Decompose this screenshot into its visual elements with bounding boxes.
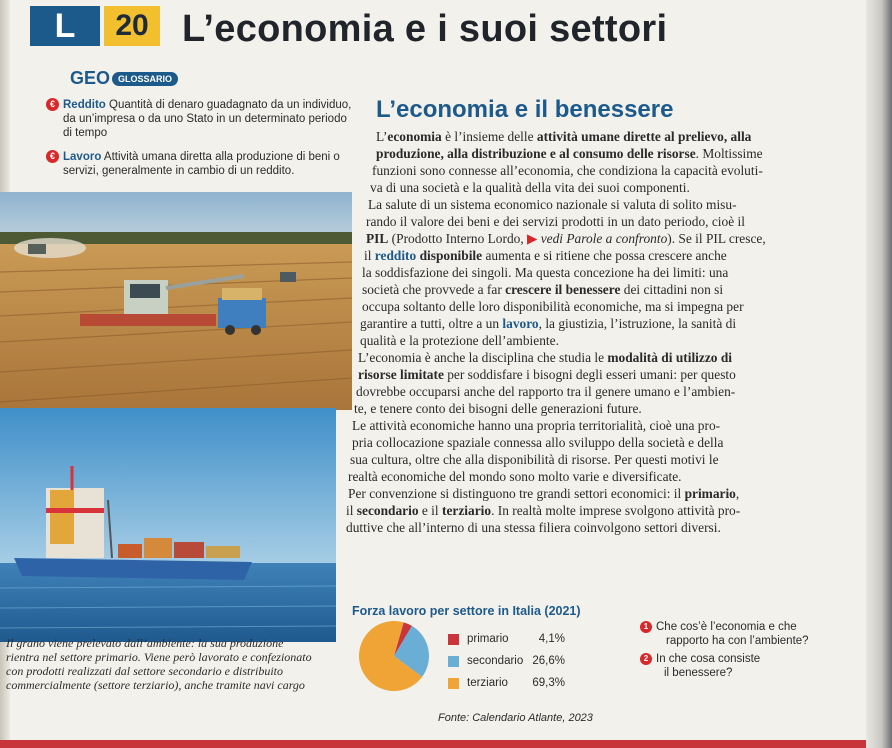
glossary-def-line: da un’impresa o da uno Stato in un determinato periodo bbox=[63, 113, 347, 125]
section-title: L’economia e il benessere bbox=[376, 96, 674, 123]
glossary-def-line: Quantità di denaro guadagnato da un individuo, bbox=[105, 99, 352, 111]
legend-label: primario bbox=[467, 633, 509, 645]
text-line: L’economia è anche la disciplina che studia le modalità di utilizzo di bbox=[358, 350, 732, 365]
question-1: 1 Che cos’è l’economia e che rapporto ha con l’ambiente? bbox=[640, 620, 809, 648]
text-line: il secondario e il terziario. In realtà molte imprese svolgono attività pro- bbox=[346, 503, 741, 518]
text-line: rando il valore dei beni e dei servizi prodotti in un dato periodo, cioè il bbox=[366, 214, 745, 229]
text-line: produzione, alla distribuzione e al consumo delle risorse. Moltissime bbox=[376, 146, 763, 161]
text-line: occupa soltanto delle loro disponibilità economiche, ma si impegna per bbox=[362, 299, 744, 314]
page-title: L’economia e i suoi settori bbox=[182, 8, 668, 50]
text-line: PIL (Prodotto Interno Lordo, ▶ vedi Parole a confronto). Se il PIL cresce, bbox=[366, 231, 766, 246]
text-line: realtà economiche del mondo sono molto varie e diversificate. bbox=[348, 469, 682, 484]
question-2: 2 In che cosa consiste il benessere? bbox=[640, 652, 809, 680]
harvest-photo bbox=[0, 192, 352, 410]
text-line: il reddito disponibile aumenta e si ritiene che possa crescere anche bbox=[364, 248, 727, 263]
legend-value: 4,1% bbox=[538, 633, 565, 645]
text-line: Le attività economiche hanno una propria territorialità, cioè una pro- bbox=[352, 418, 721, 433]
review-questions bbox=[640, 620, 809, 684]
glossary-def-line: Attività umana diretta alla produzione di beni o bbox=[101, 151, 340, 163]
legend-value: 69,3% bbox=[532, 677, 565, 689]
legend-item-terziario bbox=[448, 672, 565, 694]
legend-item-primario bbox=[448, 628, 565, 650]
book-edge bbox=[866, 0, 892, 748]
caption-line: commercialmente (settore terziario), anche tramite navi cargo bbox=[6, 678, 305, 692]
glossary-tag: GLOSSARIO bbox=[112, 72, 178, 86]
unit-letter-badge: L bbox=[30, 6, 100, 46]
text-line: funzioni sono connesse all’economia, che condiziona la capacità evoluti- bbox=[372, 163, 763, 178]
legend-label: terziario bbox=[467, 677, 508, 689]
text-line: dovrebbe occuparsi anche del rapporto tra il genere umano e l’ambien- bbox=[356, 384, 736, 399]
text-line: duttive che all’interno di una stessa filiera coinvolgono settori diversi. bbox=[346, 520, 721, 535]
legend-swatch bbox=[448, 656, 459, 667]
chart-title: Forza lavoro per settore in Italia (2021) bbox=[352, 604, 581, 618]
chart-source: Fonte: Calendario Atlante, 2023 bbox=[438, 712, 593, 724]
footer-bar bbox=[0, 740, 866, 748]
caption-line: Il grano viene prelevato dall’ambiente: la sua produzione bbox=[6, 636, 284, 650]
text-line: pria collocazione spaziale connessa allo sviluppo della società e della bbox=[352, 435, 724, 450]
caption-line: rientra nel settore primario. Viene però lavorato e confezionato bbox=[6, 650, 312, 664]
text-line: va di una società e la qualità della vita dei suoi componenti. bbox=[370, 180, 690, 195]
legend-value: 26,6% bbox=[532, 655, 565, 667]
legend-swatch bbox=[448, 634, 459, 645]
text-line: sua cultura, oltre che alla disponibilità di risorse. Per questi motivi le bbox=[350, 452, 719, 467]
geo-label: GEO bbox=[70, 68, 111, 88]
glossary-entry-reddito bbox=[46, 98, 364, 140]
chart-legend bbox=[448, 628, 565, 694]
text-line: L’economia è l’insieme delle attività umane dirette al prelievo, alla bbox=[376, 129, 752, 144]
caption-line: con prodotti realizzati dal settore secondario e distribuito bbox=[6, 664, 283, 678]
question-number: 2 bbox=[640, 653, 652, 665]
question-number: 1 bbox=[640, 621, 652, 633]
pie-chart bbox=[352, 620, 436, 692]
geo-glossary-label bbox=[70, 68, 178, 89]
arrow-right-icon: ▶ bbox=[527, 231, 541, 246]
text-line: risorse limitate per soddisfare i bisogni degli esseri umani: per questo bbox=[358, 367, 736, 382]
unit-number-badge: 20 bbox=[104, 6, 160, 46]
euro-icon: € bbox=[46, 98, 59, 111]
text-line: Per convenzione si distinguono tre grandi settori economici: il primario, bbox=[348, 486, 740, 501]
glossary-entry-lavoro bbox=[46, 150, 364, 178]
glossary-def-line: di tempo bbox=[63, 127, 108, 139]
photo-caption bbox=[6, 636, 350, 692]
text-line: qualità e la protezione dell’ambiente. bbox=[360, 333, 559, 348]
text-line: società che provvede a far crescere il benessere dei cittadini non si bbox=[362, 282, 724, 297]
glossary-term: Reddito bbox=[63, 99, 106, 111]
euro-icon: € bbox=[46, 150, 59, 163]
text-line: La salute di un sistema economico nazionale si valuta di solito misu- bbox=[368, 197, 737, 212]
glossary-term: Lavoro bbox=[63, 151, 102, 163]
legend-swatch bbox=[448, 678, 459, 689]
cargo-ship-photo bbox=[0, 408, 336, 642]
legend-item-secondario bbox=[448, 650, 565, 672]
text-line: la soddisfazione dei singoli. Ma questa concezione ha dei limiti: una bbox=[362, 265, 729, 280]
legend-label: secondario bbox=[467, 655, 524, 667]
text-line: te, e tenere conto dei bisogni delle generazioni future. bbox=[354, 401, 642, 416]
glossary-def-line: servizi, generalmente in cambio di un reddito. bbox=[63, 165, 295, 177]
text-line: garantire a tutti, oltre a un lavoro, la giustizia, l’istruzione, la sanità di bbox=[360, 316, 737, 331]
